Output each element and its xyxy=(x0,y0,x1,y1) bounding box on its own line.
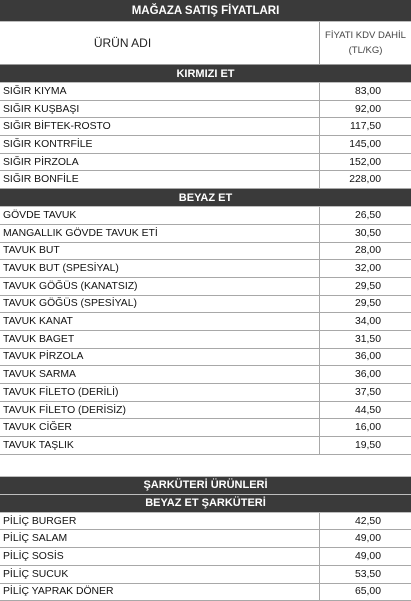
table-row xyxy=(0,566,411,584)
product-name: PİLİÇ SUCUK xyxy=(0,566,320,583)
product-name: MANGALLIK GÖVDE TAVUK ETİ xyxy=(0,225,320,242)
product-name: PİLİÇ BURGER xyxy=(0,513,320,530)
product-name: PİLİÇ SALAM xyxy=(0,530,320,547)
product-price: 34,00 xyxy=(320,313,411,330)
product-price: 36,00 xyxy=(320,349,411,366)
price-header-line2: (TL/KG) xyxy=(349,43,383,58)
product-price: 29,50 xyxy=(320,296,411,313)
product-name: TAVUK BAGET xyxy=(0,331,320,348)
table-row xyxy=(0,384,411,402)
product-name: TAVUK PİRZOLA xyxy=(0,349,320,366)
product-column-header: ÜRÜN ADI xyxy=(0,22,320,64)
product-price: 117,50 xyxy=(320,118,411,135)
table-row xyxy=(0,207,411,225)
table-row xyxy=(0,402,411,420)
page-title: MAĞAZA SATIŞ FİYATLARI xyxy=(0,0,411,22)
table-row xyxy=(0,136,411,154)
product-price: 83,00 xyxy=(320,83,411,100)
product-name: SIĞIR BONFİLE xyxy=(0,171,320,188)
product-name: SIĞIR KIYMA xyxy=(0,83,320,100)
product-price: 53,50 xyxy=(320,566,411,583)
table-row xyxy=(0,530,411,548)
product-price: 29,50 xyxy=(320,278,411,295)
product-name: PİLİÇ YAPRAK DÖNER xyxy=(0,584,320,601)
table-row xyxy=(0,171,411,189)
product-price: 31,50 xyxy=(320,331,411,348)
table-row xyxy=(0,437,411,455)
product-price: 19,50 xyxy=(320,437,411,454)
deli-table xyxy=(0,513,411,601)
product-name: SIĞIR KUŞBAŞI xyxy=(0,101,320,118)
product-name: TAVUK TAŞLIK xyxy=(0,437,320,454)
price-header-line1: FİYATI KDV DAHİL xyxy=(325,28,406,43)
table-row xyxy=(0,278,411,296)
section-heading-white-meat: BEYAZ ET xyxy=(0,189,411,207)
product-price: 32,00 xyxy=(320,260,411,277)
table-row xyxy=(0,154,411,172)
red-meat-table xyxy=(0,83,411,189)
product-name: SIĞIR BİFTEK-ROSTO xyxy=(0,118,320,135)
table-row xyxy=(0,513,411,531)
table-row xyxy=(0,243,411,261)
table-row xyxy=(0,313,411,331)
product-price: 28,00 xyxy=(320,243,411,260)
product-name: TAVUK CİĞER xyxy=(0,419,320,436)
white-meat-table xyxy=(0,207,411,455)
product-price: 152,00 xyxy=(320,154,411,171)
product-name: TAVUK BUT (SPESİYAL) xyxy=(0,260,320,277)
product-price: 30,50 xyxy=(320,225,411,242)
product-name: GÖVDE TAVUK xyxy=(0,207,320,224)
product-price: 145,00 xyxy=(320,136,411,153)
table-row xyxy=(0,83,411,101)
product-price: 49,00 xyxy=(320,548,411,565)
table-row xyxy=(0,118,411,136)
product-price: 65,00 xyxy=(320,584,411,601)
product-price: 26,50 xyxy=(320,207,411,224)
product-name: TAVUK GÖĞÜS (SPESİYAL) xyxy=(0,296,320,313)
table-row xyxy=(0,260,411,278)
product-price: 36,00 xyxy=(320,366,411,383)
product-price: 92,00 xyxy=(320,101,411,118)
product-name: TAVUK SARMA xyxy=(0,366,320,383)
product-price: 16,00 xyxy=(320,419,411,436)
table-header xyxy=(0,22,411,65)
section-spacer xyxy=(0,455,411,477)
section-subheading-white-deli: BEYAZ ET ŞARKÜTERİ xyxy=(0,495,411,513)
table-row xyxy=(0,548,411,566)
product-name: TAVUK FİLETO (DERİLİ) xyxy=(0,384,320,401)
product-name: SIĞIR PİRZOLA xyxy=(0,154,320,171)
table-row xyxy=(0,331,411,349)
table-row xyxy=(0,296,411,314)
table-row xyxy=(0,101,411,119)
table-row xyxy=(0,349,411,367)
section-heading-deli: ŞARKÜTERİ ÜRÜNLERİ xyxy=(0,477,411,495)
table-row xyxy=(0,419,411,437)
product-name: TAVUK FİLETO (DERİSİZ) xyxy=(0,402,320,419)
product-name: TAVUK GÖĞÜS (KANATSIZ) xyxy=(0,278,320,295)
section-heading-red-meat: KIRMIZI ET xyxy=(0,65,411,83)
product-price: 37,50 xyxy=(320,384,411,401)
product-name: TAVUK BUT xyxy=(0,243,320,260)
table-row xyxy=(0,225,411,243)
table-row xyxy=(0,584,411,601)
product-price: 44,50 xyxy=(320,402,411,419)
product-name: SIĞIR KONTRFİLE xyxy=(0,136,320,153)
product-name: TAVUK KANAT xyxy=(0,313,320,330)
product-price: 228,00 xyxy=(320,171,411,188)
product-price: 49,00 xyxy=(320,530,411,547)
price-column-header xyxy=(320,22,411,64)
product-price: 42,50 xyxy=(320,513,411,530)
product-name: PİLİÇ SOSİS xyxy=(0,548,320,565)
table-row xyxy=(0,366,411,384)
